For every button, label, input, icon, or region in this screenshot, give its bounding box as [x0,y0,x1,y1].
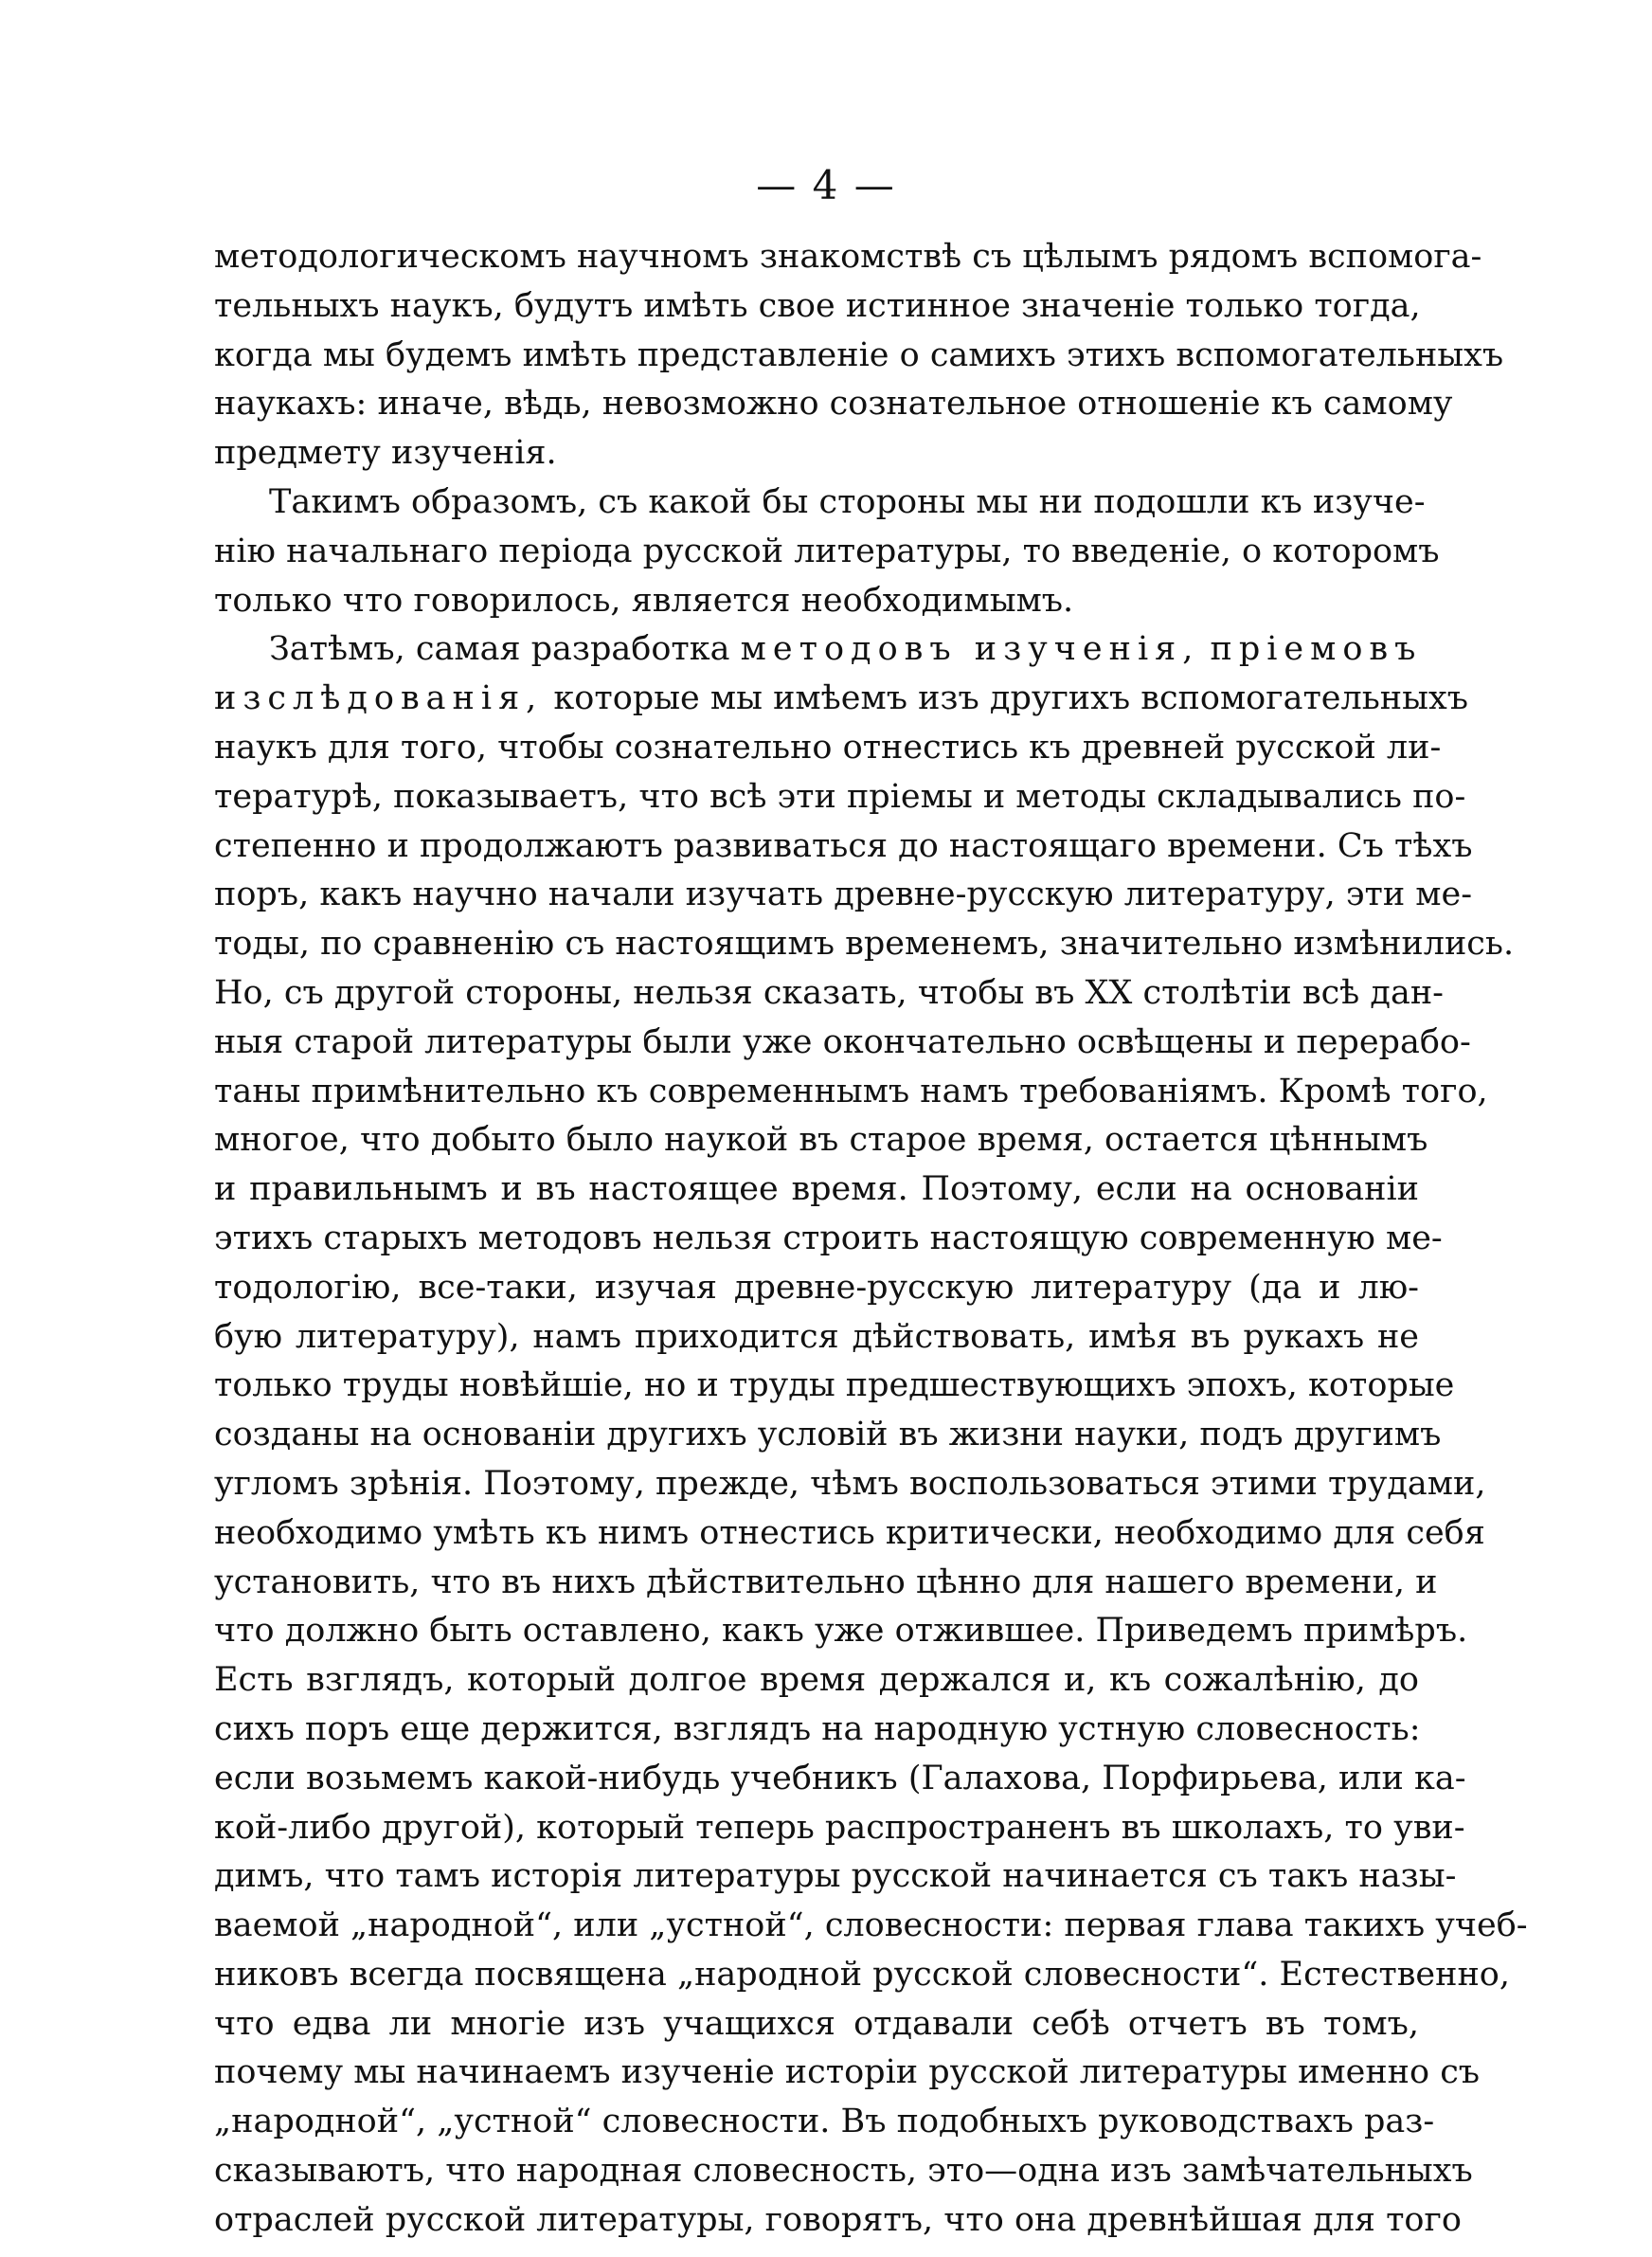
text-line: кой-либо другой), который теперь распространенъ въ школахъ, то уви- [214,1808,1465,1847]
text-line: ныя старой литературы были уже окончательно освѣщены и перерабо- [214,1022,1471,1061]
body-text [214,233,1528,2246]
text-line: димъ, что тамъ исторія литературы русской начинается съ такъ назы- [214,1857,1457,1896]
paragraph-start-line: Такимъ образомъ, съ какой бы стороны мы ни подошли къ изуче- [269,482,1426,521]
text-line: только труды новѣйшіе, но и труды предшествующихъ эпохъ, которые [214,1366,1455,1405]
text-line: что должно быть оставлено, какъ уже отжившее. Приведемъ примѣръ. [214,1612,1468,1651]
text-line: установить, что въ нихъ дѣйствительно цѣнно для нашего времени, и [214,1562,1438,1601]
text-line: „народной“, „устной“ словесности. Въ подобныхъ руководствахъ раз- [214,2103,1435,2141]
text-line: предмету изученія. [214,434,557,473]
line-fragment: , самая разработка [394,630,741,669]
line-start-word: Затѣмъ [269,630,395,669]
text-line: наукахъ: иначе, вѣдь, невозможно сознательное отношеніе къ самому [214,385,1453,424]
text-line: ваемой „народной“, или „устной“, словесности: первая глава такихъ учеб- [214,1906,1528,1945]
text-line: Есть взглядъ, который долгое время держался и, къ сожалѣнію, до [214,1661,1419,1700]
text-line: созданы на основаніи другихъ условій въ жизни науки, подъ другимъ [214,1416,1442,1454]
text-line: только что говорилось, является необходимымъ. [214,581,1074,620]
text-line: если возьмемъ какой-нибудь учебникъ (Галахова, Порфирьева, или ка- [214,1759,1466,1797]
spaced-emphasis: изслѣдованія, [214,679,544,718]
text-line: сказываютъ, что народная словесность, это—одна изъ замѣчательныхъ [214,2152,1473,2191]
text-line: тоды, по сравненію съ настоящимъ временемъ, значительно измѣнились. [214,925,1515,964]
text-line: методологическомъ научномъ знакомствѣ съ цѣлымъ рядомъ вспомога- [214,238,1482,276]
spaced-emphasis: пріемовъ [1210,630,1423,669]
text-line: нію начальнаго періода русской литературы, то введеніе, о которомъ [214,532,1440,570]
text-line: когда мы будемъ имѣть представленіе о самихъ этихъ вспомогательныхъ [214,335,1504,374]
text-line: сихъ поръ еще держится, взглядъ на народную устную словесность: [214,1709,1421,1748]
text-line: почему мы начинаемъ изученіе исторіи русской литературы именно съ [214,2053,1481,2092]
text-line [214,675,1468,724]
text-line: угломъ зрѣнія. Поэтому, прежде, чѣмъ воспользоваться этими трудами, [214,1464,1486,1503]
text-line: никовъ всегда посвящена „народной русской словесности“. Естественно, [214,1955,1510,1994]
text-line: тодологію, все-таки, изучая древне-русскую литературу (да и лю- [214,1268,1419,1307]
text-line: Но, съ другой стороны, нельзя сказать, чтобы въ XX столѣтіи всѣ дан- [214,973,1444,1012]
text-line: наукъ для того, чтобы сознательно отнестись къ древней русской ли- [214,728,1442,767]
text-line: что едва ли многіе изъ учащихся отдавали себѣ отчетъ въ томъ, [214,2004,1419,2043]
text-line: этихъ старыхъ методовъ нельзя строить настоящую современную ме- [214,1219,1443,1257]
page-number: — 4 — [756,162,896,208]
text-line: поръ, какъ научно начали изучать древне-русскую литературу, эти ме- [214,876,1473,914]
text-line: необходимо умѣть къ нимъ отнестись критически, необходимо для себя [214,1513,1485,1552]
text-line: и правильнымъ и въ настоящее время. Поэтому, если на основаніи [214,1170,1419,1209]
text-line: таны примѣнительно къ современнымъ намъ требованіямъ. Кромѣ того, [214,1072,1488,1110]
text-line: степенно и продолжаютъ развиваться до настоящаго времени. Съ тѣхъ [214,826,1473,865]
line-fragment: которые мы имѣемъ изъ другихъ вспомогательныхъ [543,679,1468,718]
text-line: отраслей русской литературы, говорятъ, что она древнѣйшая для того [214,2200,1462,2239]
text-line: тературѣ, показываетъ, что всѣ эти пріемы и методы складывались по- [214,777,1466,816]
spaced-emphasis: методовъ изученія, [740,630,1200,669]
paragraph-start-line [214,625,1423,675]
text-line: бую литературу), намъ приходится дѣйствовать, имѣя въ рукахъ не [214,1317,1419,1356]
text-line: многое, что добыто было наукой въ старое время, остается цѣннымъ [214,1121,1428,1160]
text-line: тельныхъ наукъ, будутъ имѣть свое истинное значеніе только тогда, [214,286,1421,325]
